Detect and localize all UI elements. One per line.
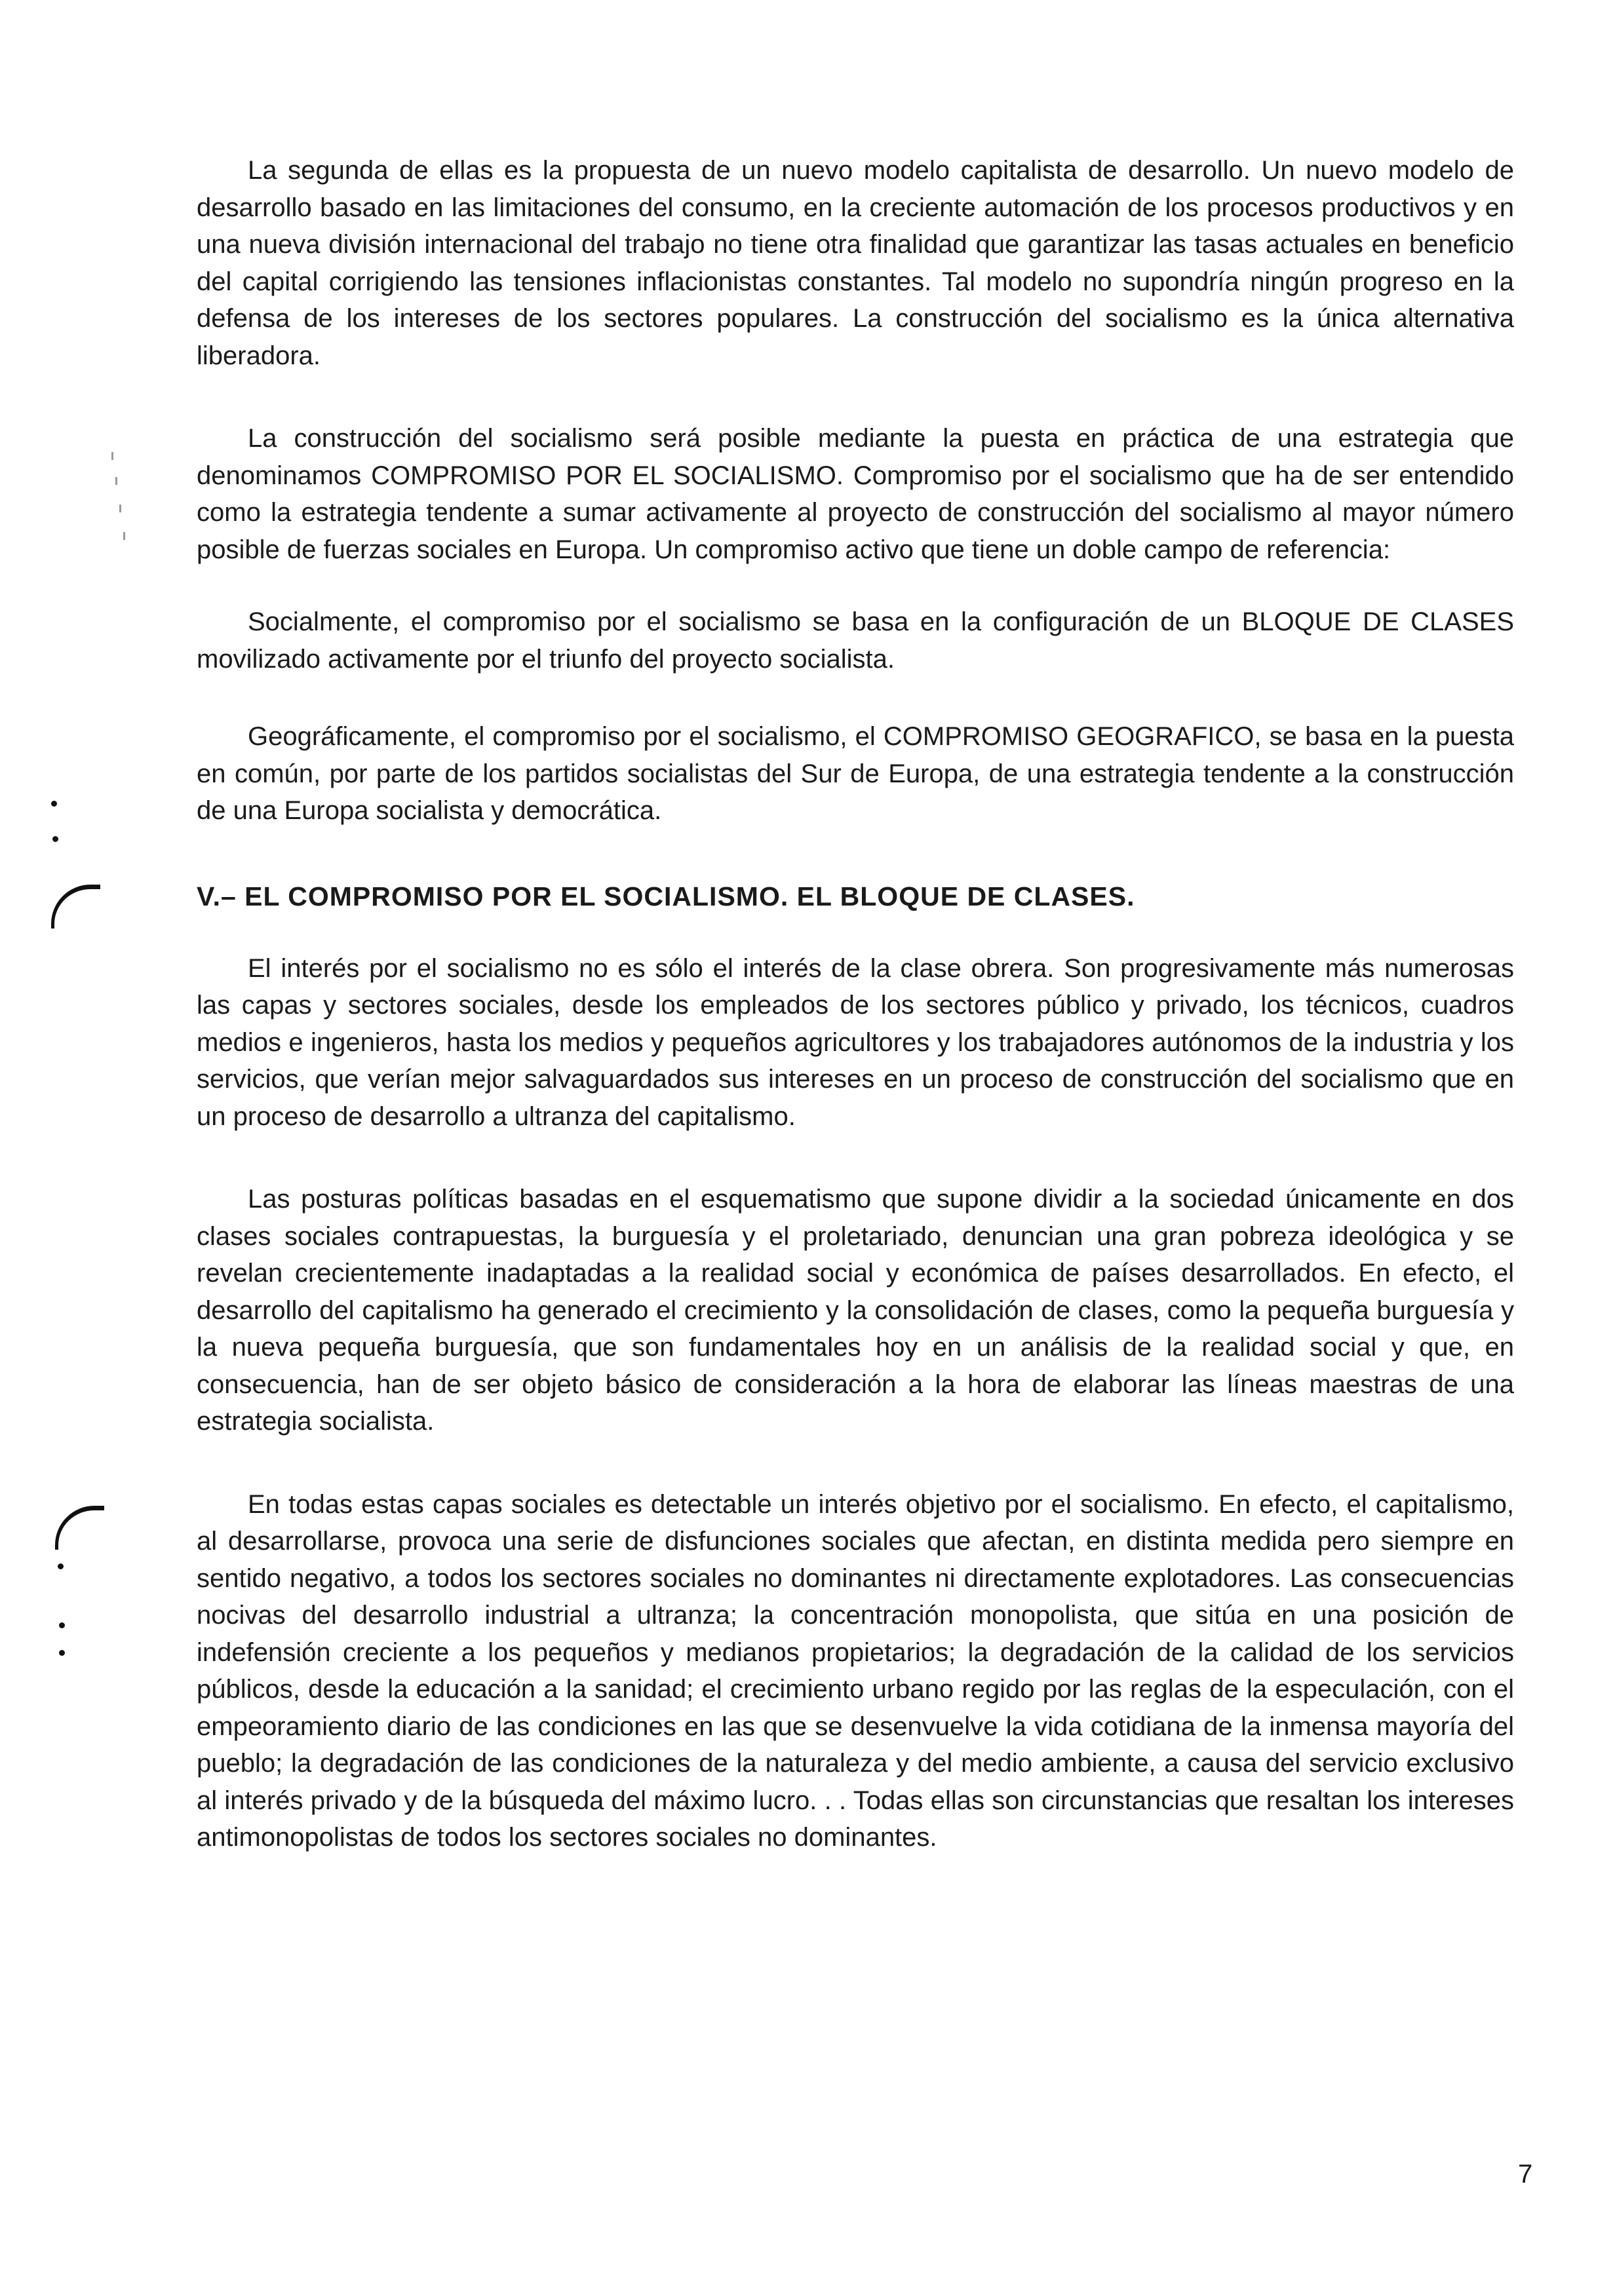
scan-mark — [115, 477, 117, 485]
scan-dot — [51, 801, 57, 807]
scan-mark — [123, 532, 125, 540]
paragraph-socialmente: Socialmente, el compromiso por el socialismo se basa en la configuración de un BLOQUE DE CLASES movilizado activamente por el triunfo del proyecto socialista. — [197, 607, 1514, 674]
scan-curl — [55, 1506, 104, 1550]
scan-dot — [59, 1622, 65, 1628]
paragraph-nuevo-modelo: La segunda de ellas es la propuesta de un nuevo modelo capitalista de desarrollo. Un nuevo modelo de desarrollo basado en las limitaciones del consumo, en la creciente automación de los procesos productivos y en una nueva división internacional del trabajo no tiene otra finalidad que garantizar las tasas actuales en beneficio del capital corrigiendo las tensiones inflacionistas constantes. Tal modelo no supondría ningún progreso en la defensa de los intereses de los sectores populares. La construcción del socialismo es la única alternativa liberadora. — [197, 156, 1514, 370]
scan-dot — [58, 1563, 64, 1569]
scan-curl — [51, 885, 100, 928]
scan-mark — [119, 505, 121, 512]
document-body — [197, 152, 1514, 1902]
paragraph-posturas-politicas: Las posturas políticas basadas en el esquematismo que supone dividir a la sociedad únicamente en dos clases sociales contrapuestas, la burguesía y el proletariado, denuncian una gran pobreza ideológica y se revelan crecientemente inadaptadas a la realidad social y económica de países desarrollados. En efecto, el desarrollo del capitalismo ha generado el crecimiento y la consolidación de clases, como la pequeña burguesía y la nueva pequeña burguesía, que son fundamentales hoy en un análisis de la realidad social y que, en consecuencia, han de ser objeto básico de consideración a la hora de elaborar las líneas maestras de una estrategia socialista. — [197, 1185, 1514, 1436]
paragraph-compromiso-estrategia: La construcción del socialismo será posible mediante la puesta en práctica de una estrategia que denominamos COMPROMISO POR EL SOCIALISMO. Compromiso por el socialismo que ha de ser entendido como la estrategia tendente a sumar activamente al proyecto de construcción del socialismo al mayor número posible de fuerzas sociales en Europa. Un compromiso activo que tiene un doble campo de referencia: — [197, 424, 1514, 564]
page-number: 7 — [1518, 2160, 1533, 2189]
scan-mark — [111, 452, 113, 460]
section-heading: V.– EL COMPROMISO POR EL SOCIALISMO. EL BLOQUE DE CLASES. — [197, 881, 1135, 911]
scan-dot — [52, 836, 58, 842]
paragraph-capas-sociales: En todas estas capas sociales es detectable un interés objetivo por el socialismo. En efecto, el capitalismo, al desarrollarse, provoca una serie de disfunciones sociales que afectan, en distinta medida pero siempre en sentido negativo, a todos los sectores sociales no dominantes ni directamente explotadores. Las consecuencias nocivas del desarrollo industrial a ultranza; la concentración monopolista, que sitúa en una posición de indefensión creciente a los pequeños y medianos propietarios; la degradación de la calidad de los servicios públicos, desde la educación a la sanidad; el crecimiento urbano regido por las reglas de la especulación, con el empeoramiento diario de las condiciones en las que se desenvuelve la vida cotidiana de la inmensa mayoría del pueblo; la degradación de las condiciones de la naturaleza y del medio ambiente, a causa del servicio exclusivo al interés privado y de la búsqueda del máximo lucro. . . Todas ellas son circunstancias que resaltan los intereses antimonopolistas de todos los sectores sociales no dominantes. — [197, 1489, 1514, 1852]
paragraph-interes-socialismo: El interés por el socialismo no es sólo el interés de la clase obrera. Son progresivamente más numerosas las capas y sectores sociales, desde los empleados de los sectores público y privado, los técnicos, cuadros medios e ingenieros, hasta los medios y pequeños agricultores y los trabajadores autónomos de la industria y los servicios, que verían mejor salvaguardados sus intereses en un proceso de construcción del socialismo que en un proceso de desarrollo a ultranza del capitalismo. — [197, 953, 1514, 1131]
scan-dot — [59, 1650, 65, 1656]
paragraph-geograficamente: Geográficamente, el compromiso por el socialismo, el COMPROMISO GEOGRAFICO, se basa en la puesta en común, por parte de los partidos socialistas del Sur de Europa, de una estrategia tendente a la construcción de una Europa socialista y democrática. — [197, 722, 1514, 825]
